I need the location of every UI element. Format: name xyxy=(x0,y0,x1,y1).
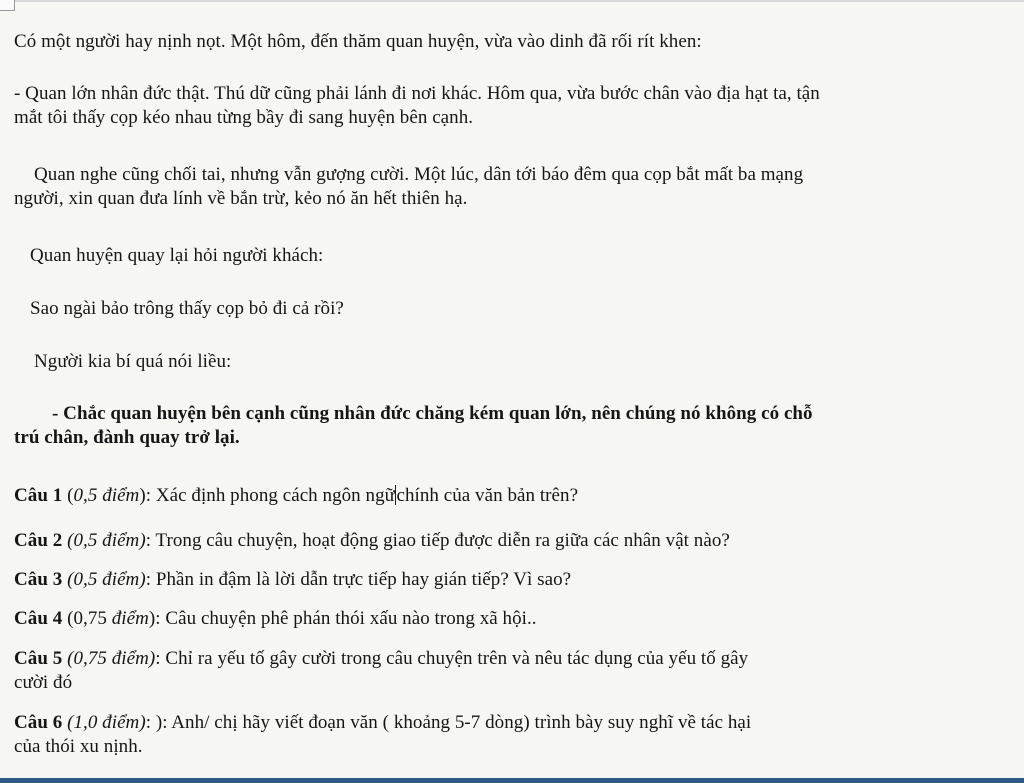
question-4-points-close: ) xyxy=(148,608,156,629)
question-2-text: : Trong câu chuyện, hoạt động giao tiếp được diễn ra giữa các nhân vật nào? xyxy=(145,530,730,551)
question-1-points: (0,5 điểm) xyxy=(67,485,146,506)
question-6-label: Câu 6 xyxy=(14,712,63,733)
question-6-continued: của thói xu nịnh. xyxy=(14,736,143,757)
question-4-points-open: (0,75 xyxy=(62,608,112,629)
story-line-3: mắt tôi thấy cọp kéo nhau từng bầy đi sang huyện bên cạnh. xyxy=(14,107,474,128)
question-1-label: Câu 1 xyxy=(14,485,63,506)
corner-resize-mark xyxy=(0,0,15,11)
question-3 xyxy=(14,568,571,592)
story-line-6: Quan huyện quay lại hỏi người khách: xyxy=(30,245,324,266)
question-6 xyxy=(14,711,751,735)
question-6-points: (1,0 điểm) xyxy=(67,712,146,733)
question-2 xyxy=(14,529,730,553)
question-6-text: : ): Anh/ chị hãy viết đoạn văn ( khoảng 5-7 dòng) trình bày suy nghĩ về tác hại xyxy=(145,712,752,733)
question-1 xyxy=(14,484,578,508)
story-line-9-bold: - Chắc quan huyện bên cạnh cũng nhân đức chăng kém quan lớn, nên chúng nó không có chỗ xyxy=(52,403,813,424)
question-3-label: Câu 3 xyxy=(14,569,63,590)
story-line-2: - Quan lớn nhân đức thật. Thú dữ cũng phải lánh đi nơi khác. Hôm qua, vừa bước chân vào địa hạt ta, tận xyxy=(14,83,820,104)
story-line-5: người, xin quan đưa lính về bắn trừ, kẻo nó ăn hết thiên hạ. xyxy=(14,188,468,209)
question-1-text-b: chính của văn bản trên? xyxy=(396,485,579,506)
question-3-points: (0,5 điểm) xyxy=(67,569,146,590)
story-line-4: Quan nghe cũng chối tai, nhưng vẫn gượng cười. Một lúc, dân tới báo đêm qua cọp bắt mất ba mạng xyxy=(34,164,804,185)
window-bottom-bar xyxy=(0,778,1024,783)
question-4-label: Câu 4 xyxy=(14,608,63,629)
question-2-points: (0,5 điểm) xyxy=(67,530,146,551)
question-4-points-word: điểm xyxy=(111,608,149,629)
question-4 xyxy=(14,607,537,631)
story-line-8: Người kia bí quá nói liều: xyxy=(34,351,232,372)
question-1-text-a: : Xác định phong cách ngôn ngữ xyxy=(145,485,395,506)
top-border xyxy=(0,0,1024,2)
story-line-10-bold: trú chân, đành quay trở lại. xyxy=(14,427,240,448)
question-5-points: (0,75 điểm) xyxy=(67,648,156,669)
story-line-1: Có một người hay nịnh nọt. Một hôm, đến thăm quan huyện, vừa vào dinh đã rối rít khen: xyxy=(14,31,702,52)
question-5-text: : Chỉ ra yếu tố gây cười trong câu chuyện trên và nêu tác dụng của yếu tố gây xyxy=(155,648,749,669)
story-line-7: Sao ngài bảo trông thấy cọp bỏ đi cả rồi? xyxy=(30,298,344,319)
question-5-continued: cười đó xyxy=(14,672,73,693)
question-3-text: : Phần in đậm là lời dẫn trực tiếp hay gián tiếp? Vì sao? xyxy=(145,569,572,590)
question-5 xyxy=(14,647,748,671)
question-2-label: Câu 2 xyxy=(14,530,63,551)
question-5-label: Câu 5 xyxy=(14,648,63,669)
question-4-text: : Câu chuyện phê phán thói xấu nào trong xã hội.. xyxy=(155,608,537,629)
